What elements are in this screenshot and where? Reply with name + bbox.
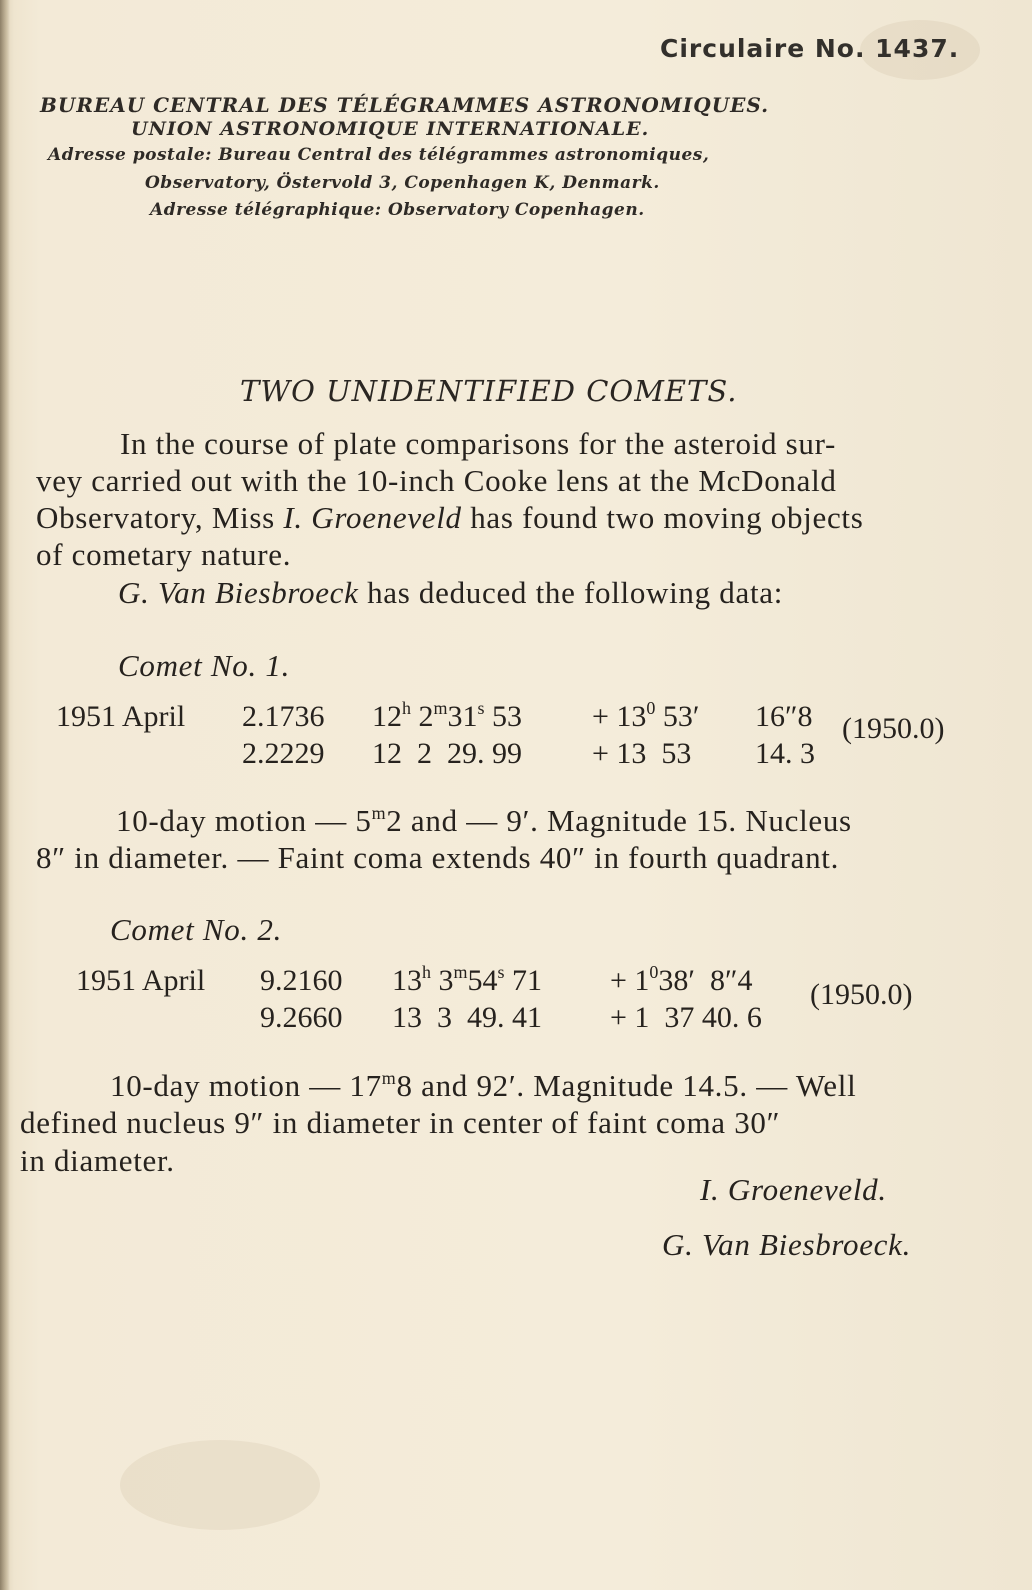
bureau-line: BUREAU CENTRAL DES TÉLÉGRAMMES ASTRONOMIQUES. (40, 93, 770, 117)
comet-1-heading: Comet No. 1. (118, 648, 291, 683)
comet-2-row-1-date: 9.2160 (260, 964, 343, 997)
comet-1-row-1-ra: 12$^h$ 2$^m$31$^s$ 53 (372, 698, 523, 733)
page-spine (0, 0, 10, 1590)
intro-line-2: vey carried out with the 10-inch Cooke lens at the McDonald (36, 463, 837, 498)
postal-address-line-1: Adresse postale: Bureau Central des télégrammes astronomiques, (48, 145, 710, 165)
circular-number: Circulaire No. 1437. (660, 34, 960, 63)
comet-1-equinox: (1950.0) (842, 712, 945, 745)
comet-1-row-1-dec: + $13^0$ 53′ (592, 698, 700, 733)
comet-2-row-1-ra: 13$^h$ 3$^m$54$^s$ 71 (392, 962, 543, 997)
intro-line-1: In the course of plate comparisons for the asteroid sur- (120, 426, 837, 461)
comet-1-row-1-date: 2.1736 (242, 700, 325, 733)
computer-name: G. Van Biesbroeck (118, 575, 359, 610)
intro-line-3-start: Observatory, Miss (36, 500, 275, 535)
comet-1-motion-line-2: 8″ in diameter. — Faint coma extends 40″ in fourth quadrant. (36, 840, 840, 875)
comet-1-row-2-ra: 12 2 29. 99 (372, 737, 522, 770)
comet-2-equinox: (1950.0) (810, 978, 913, 1011)
deduced-line (118, 575, 783, 611)
comet-2-motion-line-1: 10-day motion — 17$^m$8 and 92′. Magnitude 14.5. — Well (110, 1068, 857, 1103)
comet-1-year-month: 1951 April (56, 700, 186, 733)
postal-address-line-2: Observatory, Östervold 3, Copenhagen K, Denmark. (145, 173, 660, 193)
comet-2-row-2-date: 9.2660 (260, 1001, 343, 1034)
comet-2-motion-line-3: in diameter. (20, 1143, 175, 1178)
comet-2-row-2-dec: + 1 37 40. 6 (610, 1001, 762, 1034)
signature-van-biesbroeck: G. Van Biesbroeck. (662, 1227, 912, 1262)
comet-1-motion-line-1: 10-day motion — 5$^m$2 and — 9′. Magnitude 15. Nucleus (116, 803, 852, 838)
comet-1-row-2-dec: + 13 53 (592, 737, 692, 770)
comet-1-row-2-date: 2.2229 (242, 737, 325, 770)
telegraph-address-line: Adresse télégraphique: Observatory Copenhagen. (150, 200, 645, 220)
union-line: UNION ASTRONOMIQUE INTERNATIONALE. (131, 118, 650, 140)
comet-2-row-2-ra: 13 3 49. 41 (392, 1001, 542, 1034)
comet-2-year-month: 1951 April (76, 964, 206, 997)
page-title: TWO UNIDENTIFIED COMETS. (240, 374, 738, 408)
intro-line-3 (36, 500, 863, 536)
signature-groeneveld: I. Groeneveld. (700, 1172, 887, 1207)
deduced-text: has deduced the following data: (367, 575, 784, 610)
comet-1-row-2-dec-sec: 14. 3 (755, 737, 815, 770)
discoverer-name: I. Groeneveld (283, 500, 462, 535)
comet-1-row-1-dec-sec: 16″8 (755, 700, 813, 733)
comet-2-motion-line-2: defined nucleus 9″ in diameter in center of faint coma 30″ (20, 1105, 781, 1140)
intro-line-4: of cometary nature. (36, 537, 292, 572)
intro-line-3-end: has found two moving objects (470, 500, 864, 535)
comet-2-row-1-dec: + $1^038'$ 8″4 (610, 962, 753, 997)
comet-2-heading: Comet No. 2. (110, 912, 283, 947)
paper-stain (120, 1440, 320, 1530)
